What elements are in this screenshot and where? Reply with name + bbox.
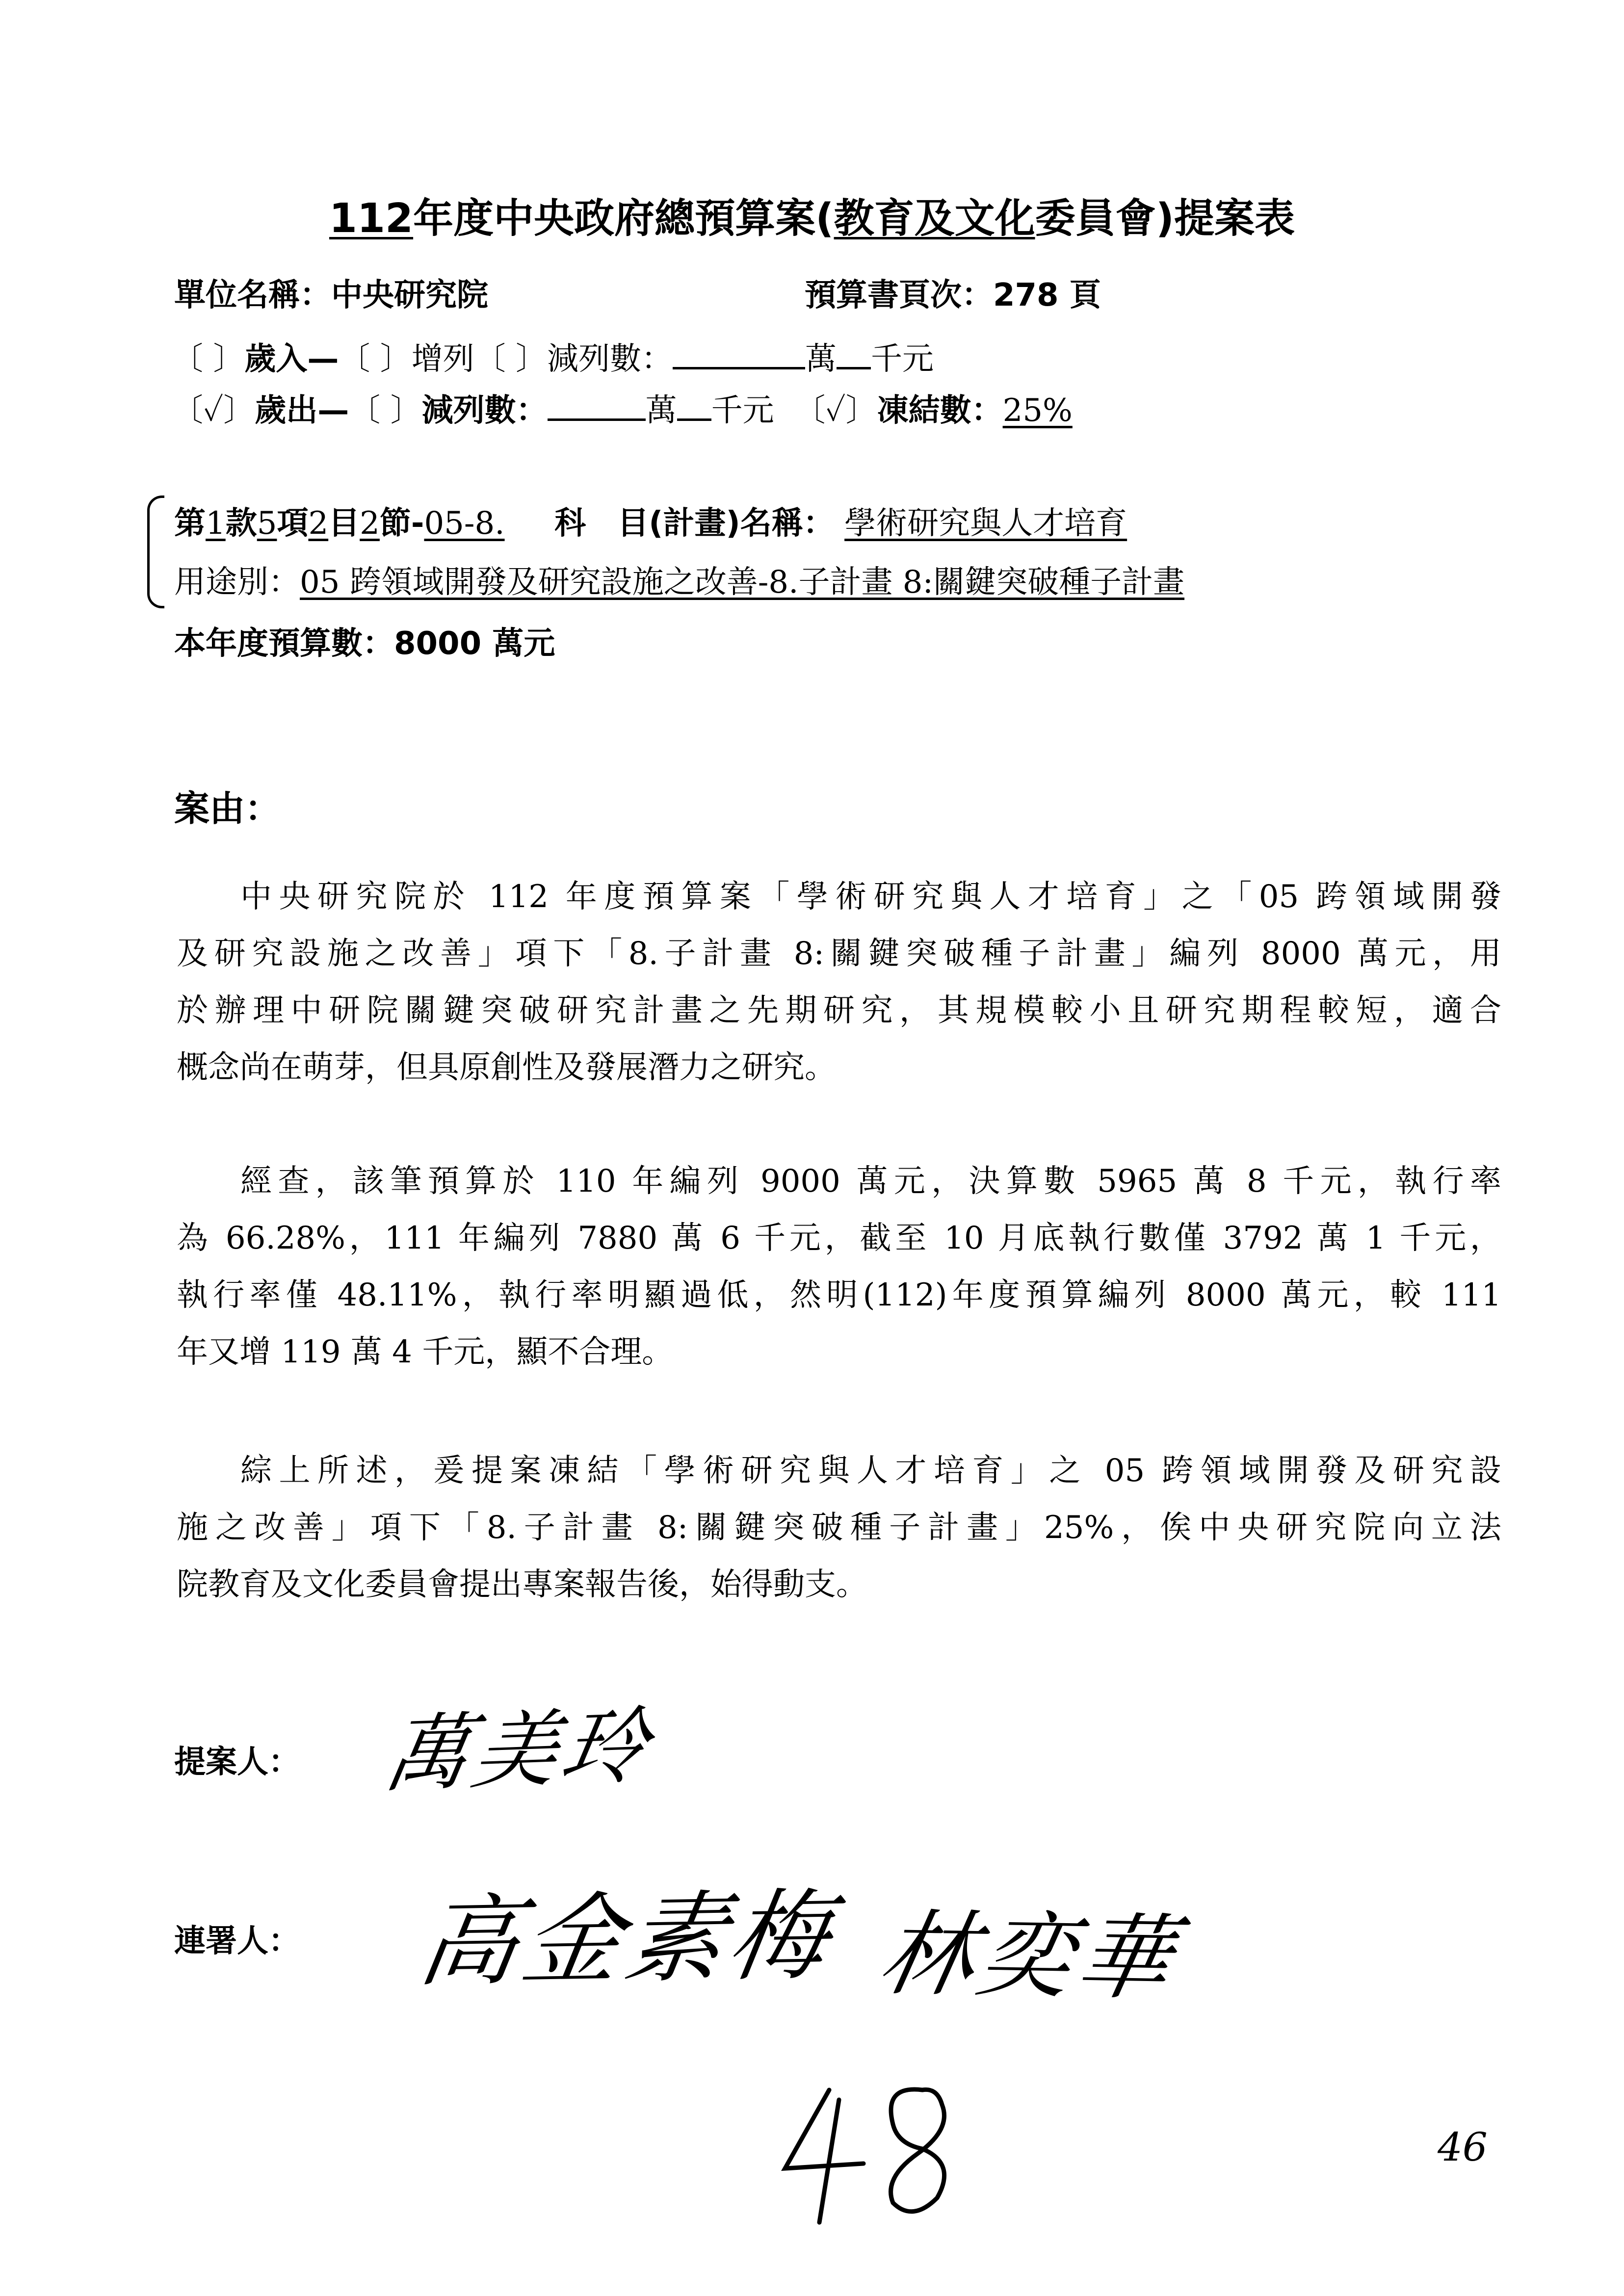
expenditure-label: 歲出— — [255, 392, 349, 429]
item-text: 款 — [225, 505, 257, 542]
paragraph-line: 中央研究院於 112 年度預算案「學術研究與人才培育」之「05 跨領域開發 — [240, 879, 1501, 915]
decrease-checkbox: 〔 〕 — [349, 392, 422, 429]
budget-page: 預算書頁次：278 頁 — [805, 277, 1101, 313]
cosigner-label: 連署人： — [174, 1923, 300, 1959]
blank-wan — [673, 338, 805, 369]
subject-value: 學術研究與人才培育 — [844, 505, 1127, 542]
increase-checkbox: 〔 〕 — [339, 341, 412, 377]
cosigner-signature-1: 高金素梅 — [411, 1879, 842, 2001]
unit-name: 單位名稱：中央研究院 — [174, 277, 488, 313]
paragraph-line: 年又增 119 萬 4 千元，顯不合理。 — [177, 1334, 674, 1370]
bracket — [147, 496, 164, 608]
expenditure-line — [172, 385, 1073, 430]
revenue-label: 歲入— — [244, 341, 339, 377]
reason-heading: 案由： — [174, 788, 281, 829]
paragraph-line: 於辦理中研院關鍵突破研究計畫之先期研究，其規模較小且研究期程較短，適合 — [177, 992, 1501, 1029]
proposer-label: 提案人： — [174, 1744, 300, 1780]
paragraph-line: 及研究設施之改善」項下「8.子計畫 8:關鍵突破種子計畫」編列 8000 萬元，用 — [177, 936, 1501, 972]
paragraph-2 — [177, 1153, 1501, 1381]
freeze-label: 凍結數： — [877, 392, 1003, 429]
revenue-line — [172, 334, 934, 379]
paragraph-1 — [177, 868, 1501, 1096]
qian-label: 千元 — [711, 392, 774, 429]
blank-wan — [548, 389, 646, 421]
decrease-checkbox: 〔 〕 — [474, 341, 548, 377]
item-text: 項 — [277, 505, 309, 542]
wan-label: 萬 — [645, 392, 677, 429]
paragraph-line: 綜上所述，爰提案凍結「學術研究與人才培育」之 05 跨領域開發及研究設 — [240, 1453, 1501, 1489]
increase-label: 增列 — [411, 341, 474, 377]
xiang-value: 5 — [257, 505, 277, 542]
blank-qian — [677, 389, 711, 421]
blank-qian — [837, 338, 871, 369]
paragraph-line: 為 66.28%，111 年編列 7880 萬 6 千元，截至 10 月底執行數僅 3792 萬 1 千元， — [177, 1220, 1501, 1256]
paragraph-line: 院教育及文化委員會提出專案報告後，始得動支。 — [177, 1566, 867, 1603]
item-text: 節- — [379, 505, 424, 542]
jie-value: 2 — [360, 505, 380, 542]
annual-budget: 本年度預算數：8000 萬元 — [174, 626, 555, 662]
item-code: 05-8. — [424, 505, 505, 542]
cosigner-signature-2: 林奕華 — [871, 1900, 1187, 2013]
expenditure-checkbox: 〔✓〕 — [172, 392, 255, 429]
proposer-signature: 萬美玲 — [377, 1697, 660, 1804]
title-post: 委員會)提案表 — [1035, 195, 1295, 242]
paragraph-line: 概念尚在萌芽，但具原創性及發展潛力之研究。 — [177, 1049, 836, 1086]
mu-value: 2 — [308, 505, 329, 542]
title-pre: 年度中央政府總預算案( — [413, 195, 834, 242]
paragraph-3 — [177, 1442, 1501, 1613]
usage-value: 05 跨領域開發及研究設施之改善-8.子計畫 8:關鍵突破種子計畫 — [300, 564, 1185, 600]
item-text: 目 — [328, 505, 360, 542]
freeze-checkbox: 〔✓〕 — [794, 392, 877, 429]
decrease-label: 減列數： — [547, 341, 673, 377]
usage-label: 用途別： — [174, 564, 300, 600]
title-committee: 教育及文化 — [834, 195, 1035, 242]
paragraph-line: 執行率僅 48.11%，執行率明顯過低，然明(112)年度預算編列 8000 萬元，較 111 — [177, 1277, 1501, 1313]
paragraph-line: 經查，該筆預算於 110 年編列 9000 萬元，決算數 5965 萬 8 千元，執行率 — [240, 1163, 1501, 1200]
wan-label: 萬 — [805, 341, 837, 377]
handwritten-page-number — [775, 2080, 971, 2227]
kuan-value: 1 — [206, 505, 226, 542]
qian-label: 千元 — [871, 341, 934, 377]
usage-line — [174, 557, 1184, 602]
item-text: 第 — [174, 505, 206, 542]
page-number: 46 — [1438, 2124, 1488, 2170]
decrease-label: 減列數： — [421, 392, 548, 429]
paragraph-line: 施之改善」項下「8.子計畫 8:關鍵突破種子計畫」25%，俟中央研究院向立法 — [177, 1510, 1501, 1546]
subject-label: 科 目(計畫)名稱： — [554, 505, 835, 542]
freeze-value: 25% — [1002, 392, 1073, 429]
page-title — [0, 186, 1624, 244]
revenue-checkbox: 〔 〕 — [172, 341, 245, 377]
item-line — [174, 498, 1127, 543]
title-year: 112 — [329, 195, 414, 242]
